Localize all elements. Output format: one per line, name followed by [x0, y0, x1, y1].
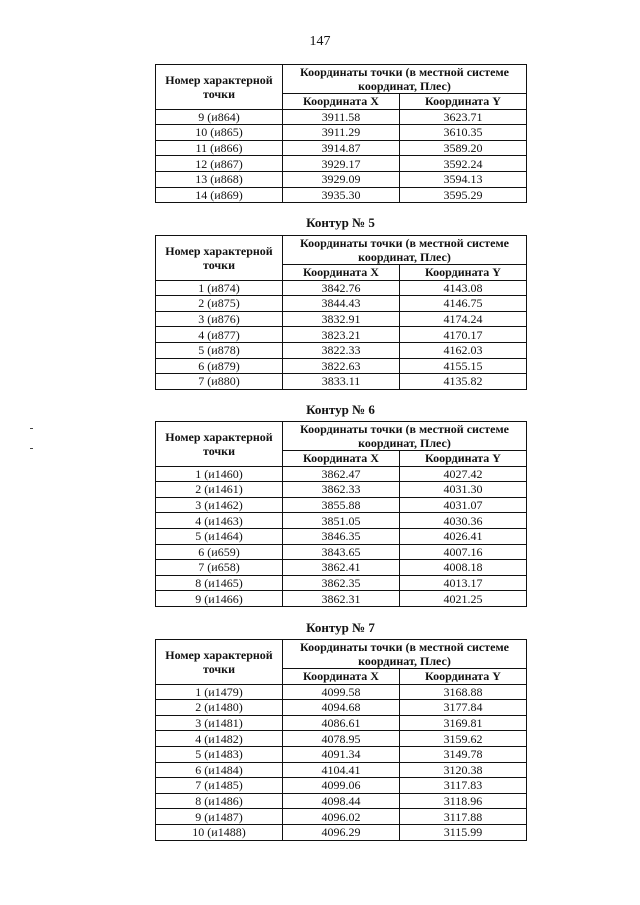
table-row: [156, 715, 527, 731]
table-row: [156, 528, 527, 544]
table-row: [156, 482, 527, 498]
cell-point-number: 2 (и1461): [156, 482, 283, 498]
cell-coordinate-y: 4021.25: [400, 591, 527, 607]
cell-coordinate-y: 4162.03: [400, 342, 527, 358]
cell-coordinate-y: 3149.78: [400, 746, 527, 762]
cell-point-number: 3 (и1481): [156, 715, 283, 731]
page-number: 147: [309, 34, 331, 49]
cell-coordinate-y: 3169.81: [400, 715, 527, 731]
coordinates-table-block-4: [155, 639, 526, 841]
table-row: [156, 296, 527, 312]
cell-coordinate-y: 4155.15: [400, 358, 527, 374]
cell-point-number: 5 (и1483): [156, 746, 283, 762]
cell-coordinate-y: 4007.16: [400, 544, 527, 560]
header-coordinate-y: Координата Y: [400, 669, 527, 685]
cell-point-number: 1 (и1479): [156, 684, 283, 700]
table-row: [156, 187, 527, 203]
cell-coordinate-x: 3929.09: [283, 171, 400, 187]
cell-point-number: 3 (и876): [156, 311, 283, 327]
cell-point-number: 4 (и1482): [156, 731, 283, 747]
table-row: [156, 156, 527, 172]
cell-point-number: 7 (и880): [156, 374, 283, 390]
cell-point-number: 2 (и1480): [156, 700, 283, 716]
table-row: [156, 466, 527, 482]
table-row: [156, 746, 527, 762]
cell-coordinate-x: 3855.88: [283, 497, 400, 513]
cell-point-number: 5 (и1464): [156, 528, 283, 544]
cell-point-number: 10 (и865): [156, 125, 283, 141]
cell-coordinate-y: 3592.24: [400, 156, 527, 172]
header-point-number: Номер характерной точки: [156, 236, 283, 281]
cell-coordinate-y: 4030.36: [400, 513, 527, 529]
contour-title: Контур № 6: [306, 402, 375, 417]
cell-point-number: 11 (и866): [156, 140, 283, 156]
cell-point-number: 9 (и864): [156, 109, 283, 125]
cell-coordinate-x: 3862.33: [283, 482, 400, 498]
cell-coordinate-y: 4026.41: [400, 528, 527, 544]
cell-coordinate-y: 3159.62: [400, 731, 527, 747]
table-row: [156, 575, 527, 591]
cell-coordinate-x: 3929.17: [283, 156, 400, 172]
cell-coordinate-x: 3862.41: [283, 560, 400, 576]
cell-point-number: 6 (и879): [156, 358, 283, 374]
scan-margin-mark: [30, 448, 33, 449]
cell-coordinate-x: 3843.65: [283, 544, 400, 560]
cell-coordinate-x: 4098.44: [283, 793, 400, 809]
cell-point-number: 2 (и875): [156, 296, 283, 312]
cell-point-number: 4 (и1463): [156, 513, 283, 529]
cell-point-number: 7 (и1485): [156, 778, 283, 794]
cell-coordinate-x: 3911.29: [283, 125, 400, 141]
cell-point-number: 1 (и1460): [156, 466, 283, 482]
cell-coordinate-y: 3118.96: [400, 793, 527, 809]
cell-coordinate-y: 3594.13: [400, 171, 527, 187]
table-row: [156, 809, 527, 825]
cell-coordinate-y: 4174.24: [400, 311, 527, 327]
header-coordinate-y: Координата Y: [400, 94, 527, 110]
header-point-number: Номер характерной точки: [156, 640, 283, 685]
cell-coordinate-y: 4013.17: [400, 575, 527, 591]
cell-point-number: 13 (и868): [156, 171, 283, 187]
cell-point-number: 4 (и877): [156, 327, 283, 343]
table-row: [156, 171, 527, 187]
cell-coordinate-x: 3844.43: [283, 296, 400, 312]
header-point-number: Номер характерной точки: [156, 65, 283, 110]
header-coordinate-x: Координата X: [283, 451, 400, 467]
cell-coordinate-x: 4078.95: [283, 731, 400, 747]
coordinates-table-block-2: [155, 235, 526, 390]
cell-point-number: 9 (и1487): [156, 809, 283, 825]
table-row: [156, 684, 527, 700]
table-row: [156, 311, 527, 327]
cell-coordinate-y: 4146.75: [400, 296, 527, 312]
cell-coordinate-x: 3914.87: [283, 140, 400, 156]
cell-point-number: 3 (и1462): [156, 497, 283, 513]
cell-coordinate-x: 3822.33: [283, 342, 400, 358]
cell-coordinate-x: 3911.58: [283, 109, 400, 125]
coordinates-table: [155, 64, 527, 203]
scan-margin-mark: [30, 428, 33, 429]
cell-coordinate-y: 3115.99: [400, 824, 527, 840]
cell-point-number: 6 (и1484): [156, 762, 283, 778]
cell-point-number: 12 (и867): [156, 156, 283, 172]
table-row: [156, 327, 527, 343]
table-row: [156, 731, 527, 747]
coordinates-table: [155, 421, 527, 607]
cell-coordinate-x: 4094.68: [283, 700, 400, 716]
table-row: [156, 793, 527, 809]
cell-point-number: 8 (и1486): [156, 793, 283, 809]
coordinates-table-block-1: [155, 64, 526, 203]
cell-coordinate-x: 3935.30: [283, 187, 400, 203]
cell-coordinate-y: 3623.71: [400, 109, 527, 125]
header-coordinate-x: Координата X: [283, 669, 400, 685]
cell-point-number: 5 (и878): [156, 342, 283, 358]
cell-coordinate-x: 3822.63: [283, 358, 400, 374]
cell-point-number: 9 (и1466): [156, 591, 283, 607]
table-row: [156, 544, 527, 560]
table-row: [156, 280, 527, 296]
cell-coordinate-y: 4135.82: [400, 374, 527, 390]
cell-point-number: 7 (и658): [156, 560, 283, 576]
cell-coordinate-x: 3862.31: [283, 591, 400, 607]
table-row: [156, 824, 527, 840]
table-row: [156, 700, 527, 716]
cell-point-number: 1 (и874): [156, 280, 283, 296]
cell-coordinate-y: 3595.29: [400, 187, 527, 203]
cell-coordinate-x: 3832.91: [283, 311, 400, 327]
cell-coordinate-x: 3842.76: [283, 280, 400, 296]
cell-coordinate-y: 4008.18: [400, 560, 527, 576]
cell-coordinate-x: 3833.11: [283, 374, 400, 390]
cell-point-number: 8 (и1465): [156, 575, 283, 591]
header-coordinates-group: Координаты точки (в местной системе координат, Плес): [283, 65, 527, 94]
table-row: [156, 497, 527, 513]
cell-coordinate-y: 3177.84: [400, 700, 527, 716]
header-coordinates-group: Координаты точки (в местной системе координат, Плес): [283, 640, 527, 669]
cell-coordinate-x: 3823.21: [283, 327, 400, 343]
cell-coordinate-y: 4031.07: [400, 497, 527, 513]
table-row: [156, 125, 527, 141]
header-coordinate-x: Координата X: [283, 94, 400, 110]
cell-coordinate-x: 4091.34: [283, 746, 400, 762]
cell-coordinate-x: 4104.41: [283, 762, 400, 778]
header-coordinate-x: Координата X: [283, 265, 400, 281]
cell-coordinate-x: 4096.02: [283, 809, 400, 825]
header-coordinate-y: Координата Y: [400, 451, 527, 467]
cell-coordinate-x: 4096.29: [283, 824, 400, 840]
cell-coordinate-y: 3610.35: [400, 125, 527, 141]
cell-coordinate-y: 3589.20: [400, 140, 527, 156]
contour-title: Контур № 7: [306, 620, 375, 635]
cell-point-number: 14 (и869): [156, 187, 283, 203]
table-row: [156, 140, 527, 156]
cell-coordinate-y: 4143.08: [400, 280, 527, 296]
header-coordinate-y: Координата Y: [400, 265, 527, 281]
contour-title: Контур № 5: [306, 215, 375, 230]
coordinates-table: [155, 235, 527, 390]
cell-coordinate-x: 3851.05: [283, 513, 400, 529]
table-row: [156, 762, 527, 778]
coordinates-table-block-3: [155, 421, 526, 607]
header-point-number: Номер характерной точки: [156, 422, 283, 467]
table-row: [156, 109, 527, 125]
table-row: [156, 560, 527, 576]
table-row: [156, 374, 527, 390]
table-row: [156, 591, 527, 607]
cell-coordinate-y: 4027.42: [400, 466, 527, 482]
cell-coordinate-y: 3117.83: [400, 778, 527, 794]
cell-point-number: 10 (и1488): [156, 824, 283, 840]
cell-coordinate-x: 4086.61: [283, 715, 400, 731]
cell-coordinate-y: 4170.17: [400, 327, 527, 343]
table-row: [156, 513, 527, 529]
cell-coordinate-y: 4031.30: [400, 482, 527, 498]
cell-coordinate-x: 3862.47: [283, 466, 400, 482]
cell-coordinate-x: 3846.35: [283, 528, 400, 544]
header-coordinates-group: Координаты точки (в местной системе координат, Плес): [283, 422, 527, 451]
cell-coordinate-x: 3862.35: [283, 575, 400, 591]
cell-coordinate-y: 3120.38: [400, 762, 527, 778]
cell-coordinate-x: 4099.06: [283, 778, 400, 794]
table-row: [156, 358, 527, 374]
coordinates-table: [155, 639, 527, 841]
table-row: [156, 778, 527, 794]
cell-coordinate-y: 3168.88: [400, 684, 527, 700]
table-row: [156, 342, 527, 358]
cell-coordinate-x: 4099.58: [283, 684, 400, 700]
header-coordinates-group: Координаты точки (в местной системе координат, Плес): [283, 236, 527, 265]
cell-coordinate-y: 3117.88: [400, 809, 527, 825]
cell-point-number: 6 (и659): [156, 544, 283, 560]
